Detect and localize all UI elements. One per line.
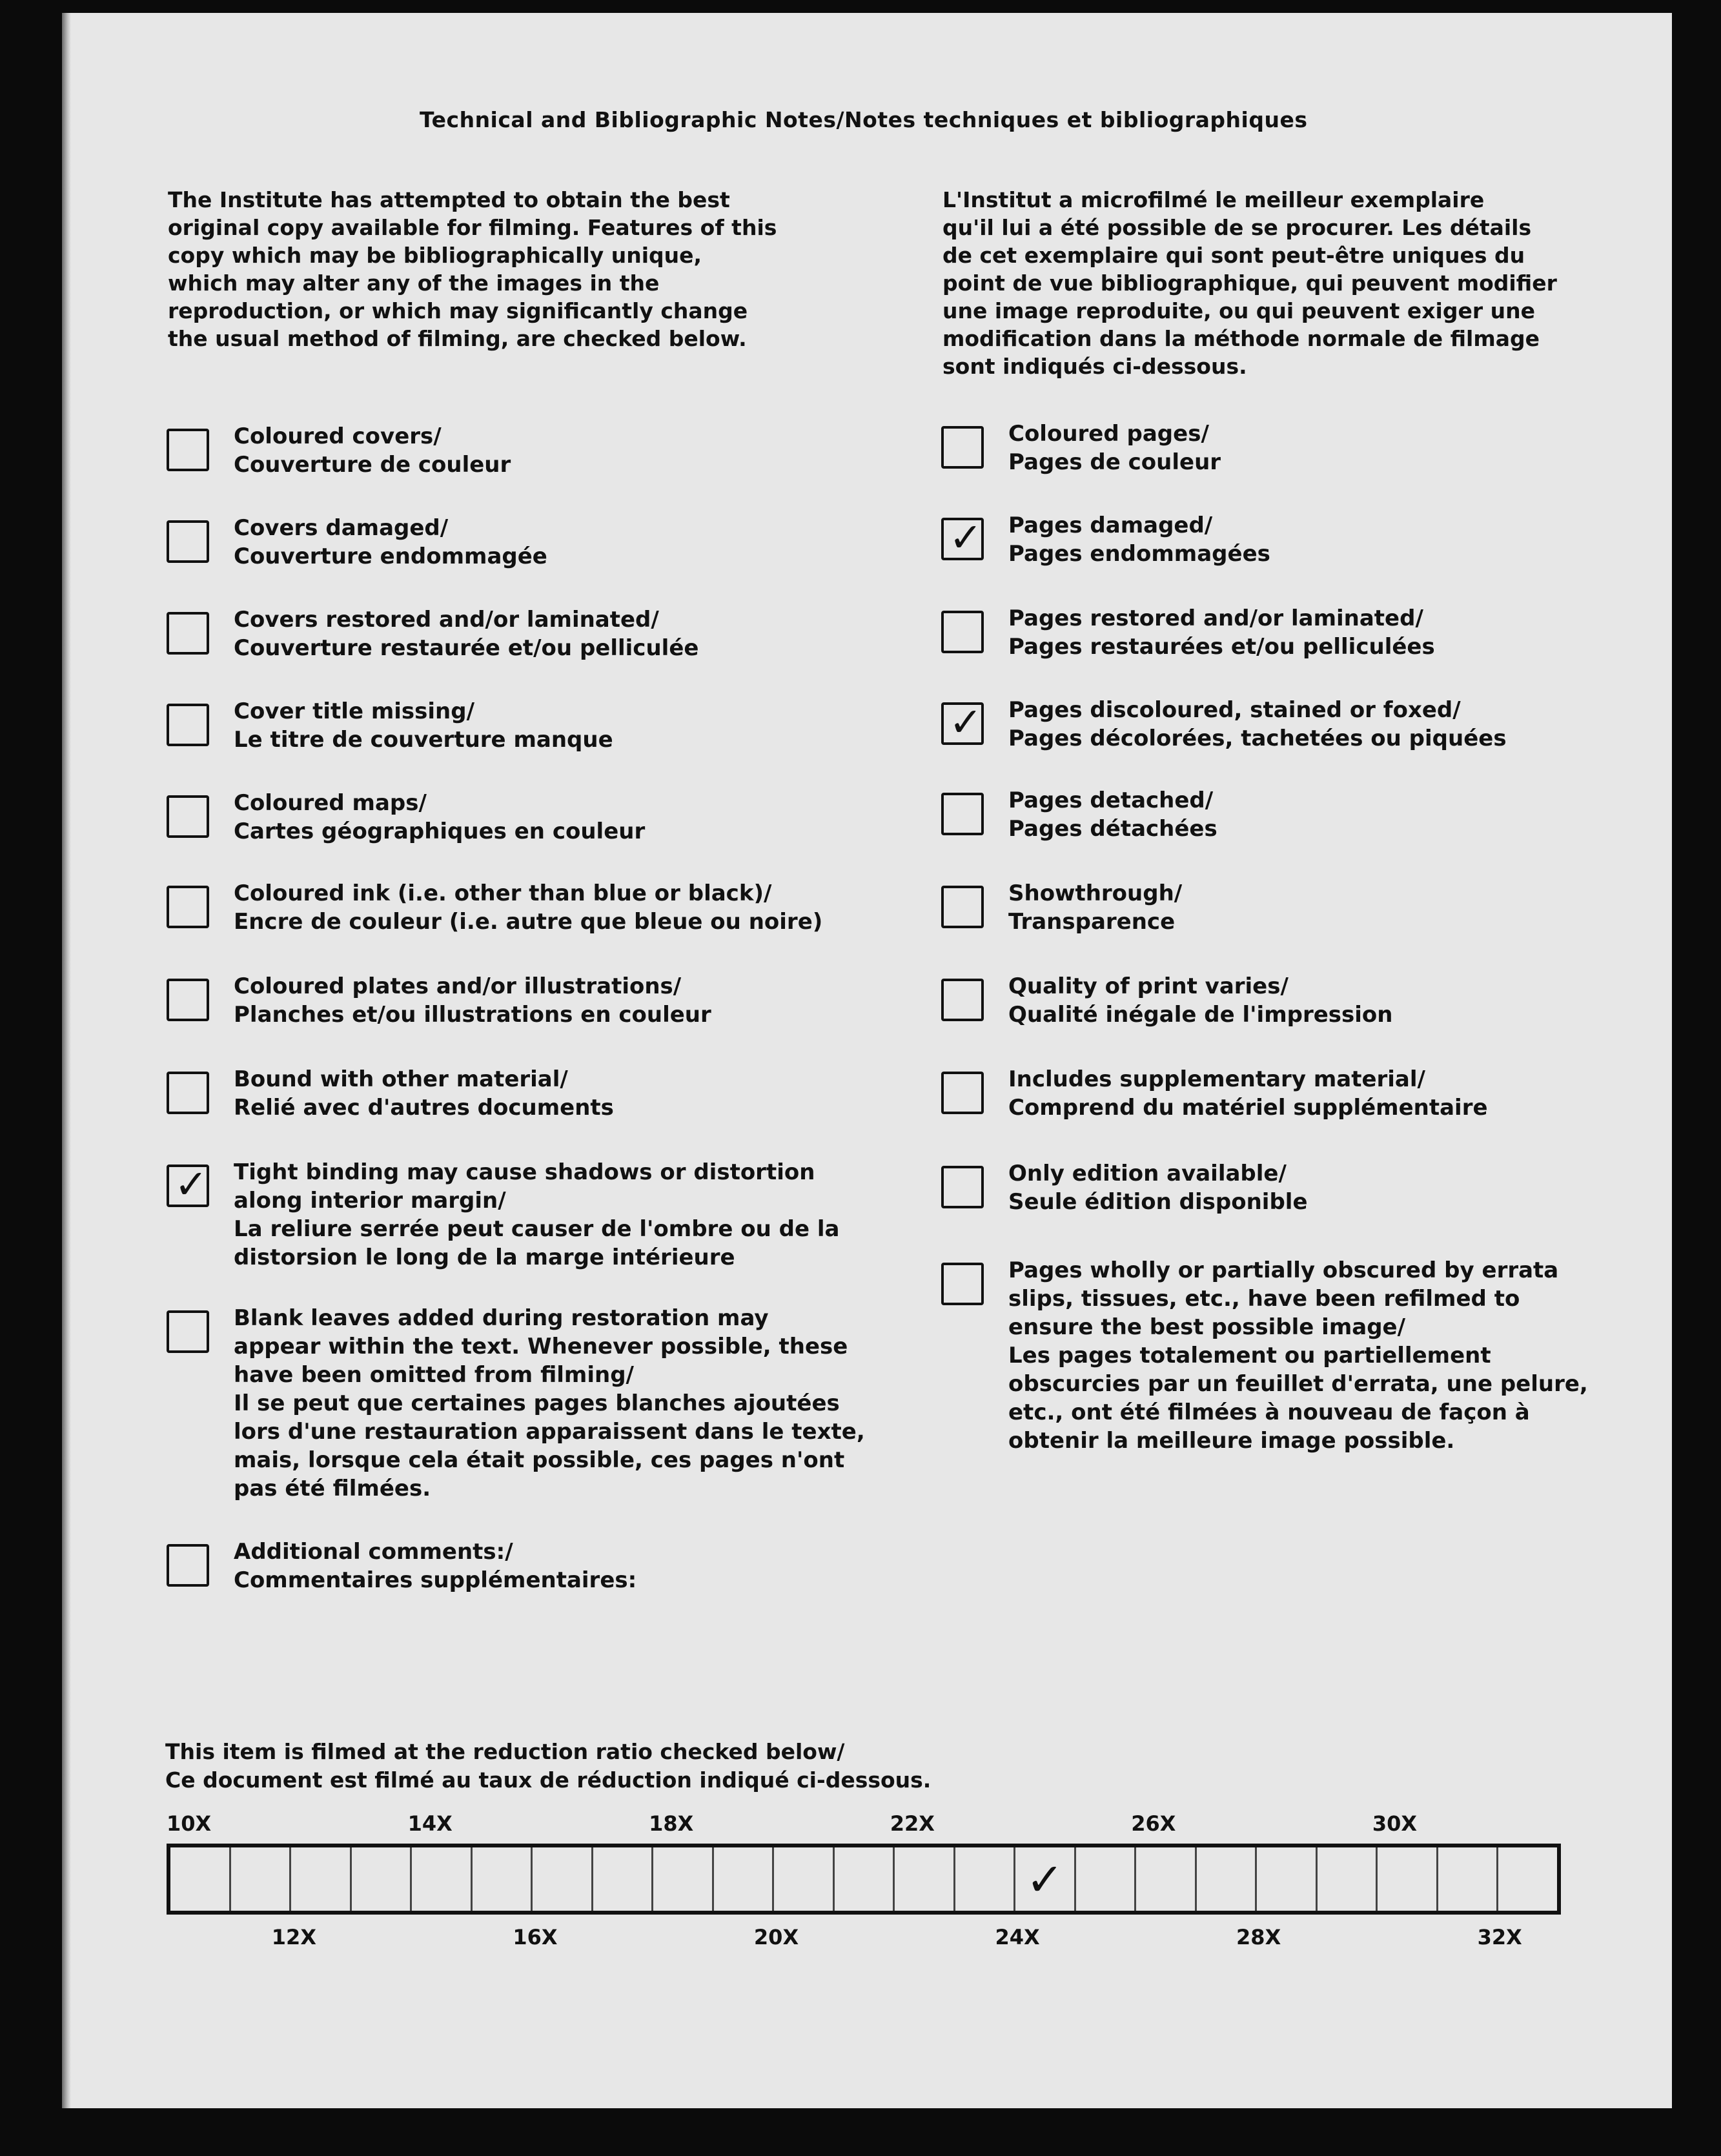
label-line: distorsion le long de la marge intérieure [234,1245,735,1270]
check-mark-icon: ✓ [949,698,983,746]
ratio-cell[interactable] [653,1847,714,1911]
intro-english [168,186,777,352]
label-line: Coloured ink (i.e. other than blue or black)/ [234,880,772,906]
label-line: Pages décolorées, tachetées ou piquées [1008,726,1507,751]
ratio-cell[interactable] [1076,1847,1137,1911]
label-line: Cover title missing/ [234,698,475,724]
label-line: Pages détachées [1008,816,1217,842]
intro-en-line: The Institute has attempted to obtain the best [168,187,730,212]
label-line: Coloured plates and/or illustrations/ [234,973,682,999]
check-mark-icon: ✓ [949,514,983,561]
checkbox-label [1008,1159,1308,1216]
checkbox[interactable] [941,611,984,653]
checkbox-label [1008,1256,1588,1455]
checkbox-label [234,697,613,754]
checkbox-label [234,789,645,846]
ratio-cell[interactable] [1438,1847,1499,1911]
label-line: Blank leaves added during restoration may [234,1305,769,1331]
label-line: Seule édition disponible [1008,1189,1308,1215]
scale-label-top: 26X [1131,1811,1176,1836]
ratio-cell[interactable] [955,1847,1016,1911]
label-line: Pages discoloured, stained or foxed/ [1008,697,1461,723]
intro-fr-line: point de vue bibliographique, qui peuvent modifier [942,270,1557,296]
ratio-cell[interactable] [835,1847,895,1911]
checkbox-label [234,972,711,1029]
label-line: obscurcies par un feuillet d'errata, une pelure, [1008,1371,1588,1397]
ratio-cell[interactable] [1136,1847,1197,1911]
label-line: etc., ont été filmées à nouveau de façon à [1008,1399,1530,1425]
checkbox-label [234,1065,614,1122]
ratio-cell[interactable] [1015,1847,1076,1911]
intro-en-line: original copy available for filming. Features of this [168,215,777,240]
label-line: Pages detached/ [1008,788,1214,813]
checkbox[interactable] [167,1161,209,1208]
ratio-cell[interactable] [352,1847,412,1911]
label-line: Pages damaged/ [1008,513,1213,538]
intro-fr-line: une image reproduite, ou qui peuvent exiger une [942,298,1535,323]
ratio-cell[interactable] [1197,1847,1258,1911]
label-line: Le titre de couverture manque [234,727,613,753]
checkbox-label [1008,1065,1488,1122]
label-line: Encre de couleur (i.e. autre que bleue ou noire) [234,909,823,935]
intro-en-line: the usual method of filming, are checked below. [168,326,747,351]
label-line: Pages endommagées [1008,541,1270,567]
label-line: Coloured maps/ [234,790,427,816]
label-line: Comprend du matériel supplémentaire [1008,1095,1488,1121]
label-line: mais, lorsque cela était possible, ces pages n'ont [234,1447,845,1473]
label-line: Bound with other material/ [234,1066,568,1092]
checkbox[interactable] [167,795,209,838]
ratio-cell[interactable] [291,1847,352,1911]
checkbox[interactable] [941,1263,984,1305]
label-line: pas été filmées. [234,1476,431,1501]
checkbox[interactable] [167,429,209,471]
ratio-cell[interactable] [231,1847,292,1911]
scale-label-bottom: 16X [513,1925,558,1949]
label-line: obtenir la meilleure image possible. [1008,1428,1455,1454]
ratio-cell[interactable] [593,1847,654,1911]
checkbox[interactable] [941,1072,984,1114]
scale-label-top: 22X [890,1811,935,1836]
checkbox-label [234,879,822,936]
label-line: La reliure serrée peut causer de l'ombre ou de la [234,1216,840,1242]
label-line: Additional comments:/ [234,1539,513,1565]
checkbox-label [234,514,547,571]
scale-label-top: 18X [649,1811,694,1836]
ratio-cell[interactable] [774,1847,835,1911]
label-line: Planches et/ou illustrations en couleur [234,1002,711,1028]
scale-label-top: 14X [407,1811,453,1836]
scale-label-bottom: 12X [271,1925,316,1949]
intro-fr-line: qu'il lui a été possible de se procurer. Les détails [942,215,1532,240]
label-line: Couverture endommagée [234,544,547,569]
checkbox[interactable] [167,1072,209,1114]
label-line: Covers restored and/or laminated/ [234,607,659,633]
checkbox-label [234,1304,865,1503]
scale-label-top: 10X [167,1811,212,1836]
ratio-cell[interactable] [1498,1847,1557,1911]
label-line: Coloured pages/ [1008,421,1209,447]
checkbox-label [234,1158,839,1272]
label-line: along interior margin/ [234,1188,506,1214]
label-line: Les pages totalement ou partiellement [1008,1343,1491,1368]
intro-en-line: which may alter any of the images in the [168,270,660,296]
page-title: Technical and Bibliographic Notes/Notes techniques et bibliographiques [420,107,1308,132]
checkbox-label [1008,420,1221,476]
intro-en-line: reproduction, or which may significantly change [168,298,748,323]
checkbox[interactable] [167,1544,209,1587]
label-line: lors d'une restauration apparaissent dans le texte, [234,1419,865,1445]
intro-fr-line: L'Institut a microfilmé le meilleur exemplaire [942,187,1485,212]
label-line: Pages de couleur [1008,449,1221,475]
label-line: appear within the text. Whenever possible, these [234,1334,848,1359]
intro-en-line: copy which may be bibliographically unique, [168,243,702,268]
checkbox[interactable] [941,698,984,746]
label-line: Pages wholly or partially obscured by errata [1008,1257,1559,1283]
scale-label-bottom: 24X [995,1925,1040,1949]
checkbox[interactable] [167,520,209,563]
reduction-note-fr: Ce document est filmé au taux de réduction indiqué ci-dessous. [165,1767,932,1793]
ratio-cell[interactable] [473,1847,533,1911]
label-line: Il se peut que certaines pages blanches ajoutées [234,1390,840,1416]
checkbox-label [1008,696,1507,753]
checkbox-label [1008,879,1182,936]
intro-fr-line: modification dans la méthode normale de filmage [942,326,1540,351]
label-line: Quality of print varies/ [1008,973,1288,999]
reduction-note-en: This item is filmed at the reduction ratio checked below/ [165,1739,845,1764]
ratio-cell[interactable] [1257,1847,1318,1911]
scale-label-bottom: 32X [1477,1925,1522,1949]
label-line: Cartes géographiques en couleur [234,819,646,844]
checkbox[interactable] [941,514,984,561]
checkbox[interactable] [167,979,209,1021]
label-line: Coloured covers/ [234,423,442,449]
checkbox-label [234,1538,636,1594]
intro-french [942,186,1557,380]
checkbox[interactable] [941,1166,984,1208]
ratio-cell[interactable] [170,1847,231,1911]
label-line: have been omitted from filming/ [234,1362,634,1388]
scale-label-bottom: 28X [1236,1925,1281,1949]
label-line: Pages restored and/or laminated/ [1008,605,1423,631]
checkbox-label [234,422,511,479]
checkbox[interactable] [941,793,984,835]
ratio-cell[interactable] [1318,1847,1378,1911]
label-line: Pages restaurées et/ou pelliculées [1008,634,1435,660]
label-line: Couverture restaurée et/ou pelliculée [234,635,699,661]
intro-fr-line: de cet exemplaire qui sont peut-être uniques du [942,243,1525,268]
label-line: Commentaires supplémentaires: [234,1567,637,1593]
reduction-ratio-scale [167,1844,1561,1915]
checkbox[interactable] [941,979,984,1021]
checkbox[interactable] [167,1310,209,1353]
checkbox[interactable] [167,612,209,655]
label-line: slips, tissues, etc., have been refilmed to [1008,1286,1520,1312]
scale-label-bottom: 20X [753,1925,799,1949]
label-line: Tight binding may cause shadows or distortion [234,1159,815,1185]
label-line: Relié avec d'autres documents [234,1095,614,1121]
checkbox[interactable] [167,886,209,928]
checkbox[interactable] [941,426,984,469]
check-mark-icon: ✓ [174,1161,208,1208]
checkbox-label [234,605,698,662]
label-line: Covers damaged/ [234,515,449,541]
label-line: Transparence [1008,909,1176,935]
label-line: Only edition available/ [1008,1161,1287,1186]
ratio-cell[interactable] [412,1847,473,1911]
checkbox[interactable] [167,704,209,746]
checkbox[interactable] [941,886,984,928]
page-gutter-shadow [62,13,71,2108]
checkbox-label [1008,786,1217,843]
intro-fr-line: sont indiqués ci-dessous. [942,354,1247,379]
ratio-cell[interactable] [1378,1847,1438,1911]
check-mark-icon: ✓ [1026,1853,1064,1906]
ratio-cell[interactable] [533,1847,593,1911]
ratio-cell[interactable] [895,1847,955,1911]
checkbox-label [1008,604,1435,661]
ratio-cell[interactable] [714,1847,775,1911]
checkbox-label [1008,972,1393,1029]
scale-label-top: 30X [1372,1811,1418,1836]
checkbox-label [1008,511,1270,568]
label-line: Couverture de couleur [234,452,511,478]
label-line: Qualité inégale de l'impression [1008,1002,1393,1028]
reduction-ratio-note [165,1738,931,1795]
label-line: Includes supplementary material/ [1008,1066,1425,1092]
label-line: ensure the best possible image/ [1008,1314,1406,1340]
label-line: Showthrough/ [1008,880,1183,906]
